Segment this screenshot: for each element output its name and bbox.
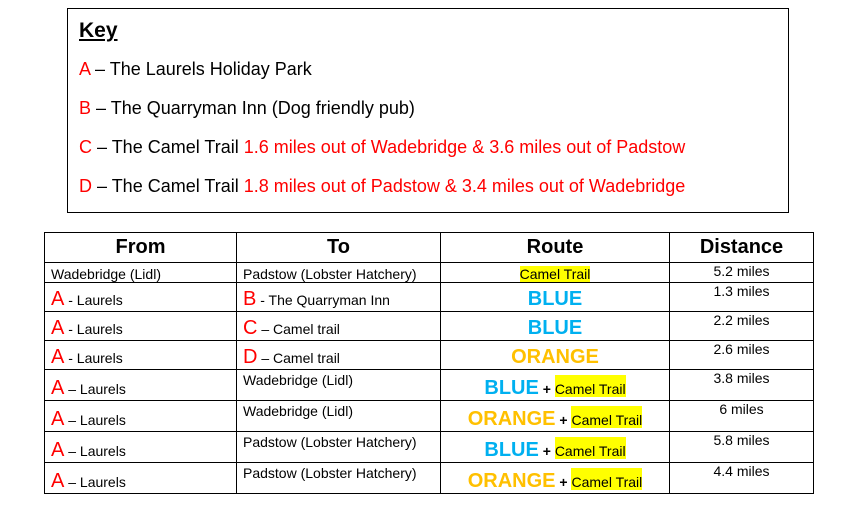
from-cell	[45, 263, 237, 283]
to-cell	[237, 263, 441, 283]
key-letter: C	[79, 137, 92, 157]
header-route: Route	[441, 233, 670, 263]
distance-cell: 2.6 miles	[670, 341, 814, 370]
key-title: Key	[79, 19, 118, 42]
key-text: – The Laurels Holiday Park	[90, 59, 312, 79]
key-text: – The Quarryman Inn (Dog friendly pub)	[91, 98, 415, 118]
route-main: ORANGE	[467, 408, 556, 430]
route-plus: +	[555, 474, 572, 490]
from-text: - Laurels	[64, 321, 123, 337]
to-cell	[237, 432, 441, 463]
to-cell	[237, 283, 441, 312]
route-main: BLUE	[527, 288, 583, 310]
to-text: Padstow (Lobster Hatchery)	[243, 465, 417, 481]
distance-cell: 1.3 miles	[670, 283, 814, 312]
to-text: Padstow (Lobster Hatchery)	[243, 434, 417, 450]
to-cell	[237, 341, 441, 370]
distance-cell: 5.8 miles	[670, 432, 814, 463]
distance-cell: 2.2 miles	[670, 312, 814, 341]
to-cell	[237, 401, 441, 432]
table-row	[45, 432, 814, 463]
distance-cell: 3.8 miles	[670, 370, 814, 401]
key-text: – The Camel Trail	[92, 176, 244, 196]
table-header-row	[45, 233, 814, 263]
distance-cell: 4.4 miles	[670, 463, 814, 494]
from-cell	[45, 370, 237, 401]
from-cell	[45, 312, 237, 341]
route-trail: Camel Trail	[555, 437, 626, 459]
route-plus: +	[538, 443, 555, 459]
key-detail: 1.8 miles out of Padstow & 3.4 miles out of Wadebridge	[243, 176, 686, 196]
route-main: ORANGE	[467, 470, 556, 492]
key-letter: A	[79, 59, 91, 79]
table-row	[45, 463, 814, 494]
header-to: To	[237, 233, 441, 263]
route-main: BLUE	[527, 317, 583, 339]
route-plus: +	[555, 412, 572, 428]
from-letter: A	[51, 408, 65, 430]
from-text: - Laurels	[64, 292, 123, 308]
from-letter: A	[51, 470, 65, 492]
to-text: Wadebridge (Lidl)	[243, 403, 353, 419]
header-distance: Distance	[670, 233, 814, 263]
from-letter: A	[51, 317, 65, 339]
key-text: – The Camel Trail	[92, 137, 244, 157]
route-cell	[441, 463, 670, 494]
to-cell	[237, 312, 441, 341]
to-text: – Camel trail	[257, 350, 340, 366]
to-text: Wadebridge (Lidl)	[243, 372, 353, 388]
table-row	[45, 341, 814, 370]
from-text: – Laurels	[64, 412, 126, 428]
from-text: – Laurels	[64, 474, 126, 490]
route-trail: Camel Trail	[519, 266, 591, 282]
key-item-a	[79, 59, 312, 80]
to-text: – Camel trail	[257, 321, 340, 337]
from-cell	[45, 463, 237, 494]
from-cell	[45, 341, 237, 370]
from-cell	[45, 283, 237, 312]
key-item-b	[79, 98, 415, 119]
key-letter: B	[79, 98, 92, 118]
route-cell	[441, 312, 670, 341]
route-cell	[441, 283, 670, 312]
from-text: - Laurels	[64, 350, 123, 366]
table-row	[45, 263, 814, 283]
from-letter: A	[51, 377, 65, 399]
key-letter: D	[79, 176, 92, 196]
table-row	[45, 312, 814, 341]
table-row	[45, 401, 814, 432]
to-text: Padstow (Lobster Hatchery)	[243, 266, 417, 282]
from-text: – Laurels	[64, 381, 126, 397]
from-letter: A	[51, 288, 65, 310]
to-letter: B	[243, 288, 257, 310]
to-text: - The Quarryman Inn	[256, 292, 390, 308]
key-item-d	[79, 176, 685, 197]
route-main: ORANGE	[511, 346, 599, 368]
distance-cell: 5.2 miles	[670, 263, 814, 283]
distance-cell: 6 miles	[670, 401, 814, 432]
route-trail: Camel Trail	[571, 468, 642, 490]
route-plus: +	[538, 381, 555, 397]
from-cell	[45, 432, 237, 463]
routes-table	[44, 232, 814, 494]
route-main: BLUE	[484, 377, 539, 399]
key-detail: 1.6 miles out of Wadebridge & 3.6 miles out of Padstow	[243, 137, 686, 157]
to-letter: D	[243, 346, 258, 368]
from-letter: A	[51, 346, 65, 368]
header-from: From	[45, 233, 237, 263]
route-main: BLUE	[484, 439, 539, 461]
from-cell	[45, 401, 237, 432]
to-cell	[237, 370, 441, 401]
route-trail: Camel Trail	[555, 375, 626, 397]
to-cell	[237, 463, 441, 494]
to-letter: C	[243, 317, 258, 339]
key-item-c	[79, 137, 685, 158]
route-cell	[441, 401, 670, 432]
route-cell	[441, 432, 670, 463]
table-row	[45, 370, 814, 401]
route-cell	[441, 341, 670, 370]
route-cell	[441, 263, 670, 283]
route-cell	[441, 370, 670, 401]
from-letter: A	[51, 439, 65, 461]
key-box	[67, 8, 789, 213]
from-text: – Laurels	[64, 443, 126, 459]
route-trail: Camel Trail	[571, 406, 642, 428]
from-text: Wadebridge (Lidl)	[51, 266, 161, 282]
table-row	[45, 283, 814, 312]
